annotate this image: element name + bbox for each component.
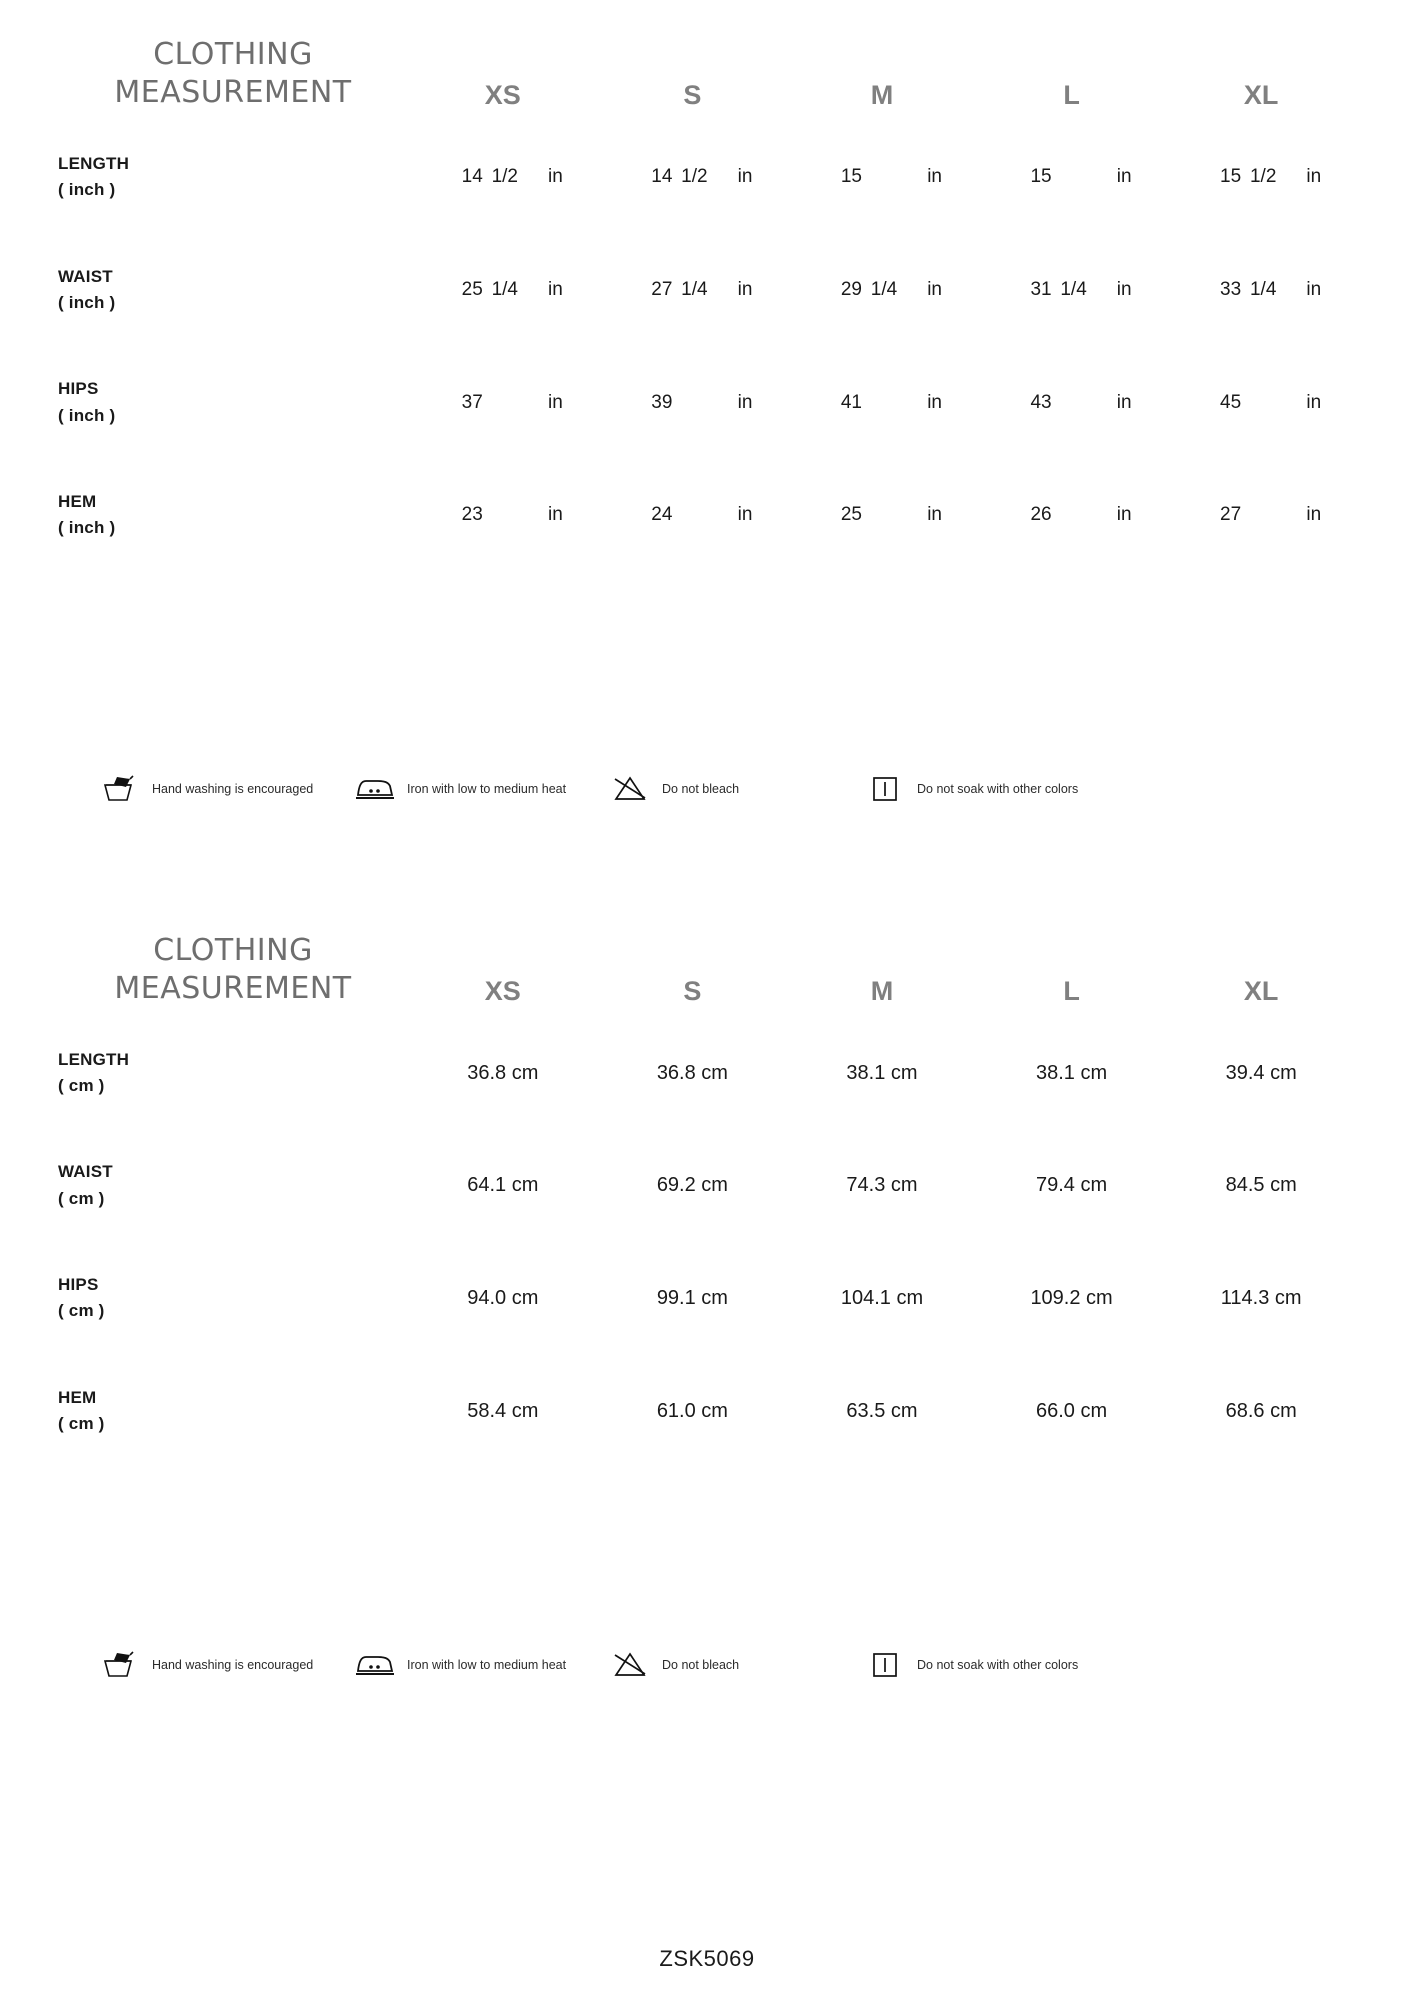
iron-low-heat-icon xyxy=(353,1648,397,1682)
value-whole: 15 xyxy=(1220,166,1242,188)
cm-size-header-l: L xyxy=(1063,975,1080,1006)
value-unit: in xyxy=(1116,504,1132,526)
row-unit-text: ( inch ) xyxy=(58,180,116,200)
value-whole: 26 xyxy=(1030,504,1052,526)
row-label-text: WAIST xyxy=(58,1162,113,1182)
spacer xyxy=(58,806,1356,866)
cm-title-line-2: MEASUREMENT xyxy=(114,970,352,1006)
value-fraction: 1/2 xyxy=(491,166,518,188)
table-row xyxy=(58,346,1356,459)
inch-size-header-xs: XS xyxy=(484,80,521,110)
inch-cell-hips-m xyxy=(787,346,977,459)
inch-cell-waist-m xyxy=(787,234,977,347)
value-fraction xyxy=(862,392,906,414)
value-whole: 14 xyxy=(461,166,483,188)
cm-measurement-table xyxy=(58,926,1356,1468)
value-unit: in xyxy=(1306,166,1322,188)
value-whole: 15 xyxy=(1030,166,1052,188)
value-fraction xyxy=(1241,392,1285,414)
care-item-no-soak xyxy=(863,772,1118,806)
care-item-iron xyxy=(353,772,608,806)
care-text: Do not bleach xyxy=(662,781,740,796)
spacer xyxy=(58,1468,1356,1648)
value-fraction xyxy=(862,166,906,188)
product-code: ZSK5069 xyxy=(659,1946,755,1971)
spacer xyxy=(58,572,1356,772)
value-whole: 25 xyxy=(840,504,862,526)
inch-title-line-2: MEASUREMENT xyxy=(114,74,352,110)
value-fraction: 1/2 xyxy=(681,166,708,188)
inch-title-line-1: CLOTHING xyxy=(153,37,313,72)
value-fraction xyxy=(672,392,716,414)
inch-cell-waist-l xyxy=(977,234,1167,347)
inch-row-label-hem xyxy=(58,459,408,572)
row-unit-text: ( inch ) xyxy=(58,518,116,538)
value-unit: in xyxy=(737,166,753,188)
value-fraction xyxy=(1052,392,1096,414)
cm-table-header-row xyxy=(58,926,1356,1017)
value-unit: in xyxy=(1116,391,1132,413)
table-row xyxy=(58,1355,1356,1468)
inch-cell-length-l xyxy=(977,121,1167,234)
inch-table-header-row xyxy=(58,30,1356,121)
value-unit: in xyxy=(927,279,942,301)
value-unit: in xyxy=(1116,279,1132,301)
value-fraction xyxy=(862,504,906,526)
value-fraction xyxy=(1241,504,1285,526)
inch-row-label-hips xyxy=(58,346,408,459)
cm-cell-hips-xs: 94.0 cm xyxy=(467,1286,539,1309)
value-whole: 33 xyxy=(1220,279,1242,301)
value-fraction: 1/4 xyxy=(681,279,708,301)
care-text: Hand washing is encouraged xyxy=(152,1657,314,1672)
cm-size-header-s: S xyxy=(683,975,702,1006)
care-item-no-bleach xyxy=(608,772,863,806)
cm-cell-hem-l: 66.0 cm xyxy=(1036,1399,1108,1422)
cm-table-title xyxy=(58,926,408,1017)
row-unit-text: ( cm ) xyxy=(58,1076,105,1096)
inch-cell-hips-l xyxy=(977,346,1167,459)
do-not-soak-icon xyxy=(863,1648,907,1682)
care-item-hand-wash xyxy=(98,772,353,806)
value-unit: in xyxy=(548,279,563,301)
value-unit: in xyxy=(927,391,942,413)
inch-cell-hem-s xyxy=(598,459,788,572)
value-unit: in xyxy=(1306,279,1322,301)
cm-size-header-m: M xyxy=(870,975,894,1006)
table-row xyxy=(58,1242,1356,1355)
value-whole: 39 xyxy=(651,391,673,413)
row-label-text: HEM xyxy=(58,1387,97,1407)
table-row xyxy=(58,1129,1356,1242)
row-label-text: LENGTH xyxy=(58,154,130,173)
do-not-soak-icon xyxy=(863,772,907,806)
value-fraction xyxy=(483,392,527,414)
inch-cell-waist-s xyxy=(598,234,788,347)
cm-size-header-xs: XS xyxy=(484,975,521,1006)
inch-cell-length-m xyxy=(787,121,977,234)
inch-table-title xyxy=(58,30,408,121)
row-unit-text: ( inch ) xyxy=(58,293,116,313)
value-fraction: 1/4 xyxy=(1060,279,1087,301)
value-fraction xyxy=(483,504,527,526)
inch-size-header-l: L xyxy=(1063,80,1080,110)
care-item-no-bleach xyxy=(608,1648,863,1682)
value-unit: in xyxy=(737,504,753,526)
care-item-hand-wash xyxy=(98,1648,353,1682)
inch-size-header-xl: XL xyxy=(1243,80,1279,110)
value-fraction: 1/4 xyxy=(870,279,898,301)
inch-cell-waist-xs xyxy=(408,234,598,347)
value-whole: 43 xyxy=(1030,391,1052,413)
inch-cell-hem-m xyxy=(787,459,977,572)
value-whole: 29 xyxy=(840,279,862,301)
do-not-bleach-icon xyxy=(608,772,652,806)
care-text: Do not bleach xyxy=(662,1657,740,1672)
cm-cell-waist-xl: 84.5 cm xyxy=(1225,1174,1297,1197)
inch-cell-length-xl xyxy=(1166,121,1356,234)
value-whole: 41 xyxy=(840,391,862,413)
do-not-bleach-icon xyxy=(608,1648,652,1682)
value-unit: in xyxy=(548,391,563,413)
value-whole: 27 xyxy=(1220,504,1242,526)
inch-cell-hips-s xyxy=(598,346,788,459)
cm-cell-waist-m: 74.3 cm xyxy=(846,1174,918,1197)
value-unit: in xyxy=(548,166,563,188)
cm-cell-hem-m: 63.5 cm xyxy=(846,1399,918,1422)
value-whole: 25 xyxy=(461,279,483,301)
inch-measurement-table xyxy=(58,30,1356,572)
care-text: Iron with low to medium heat xyxy=(407,1657,567,1672)
cm-row-label-length xyxy=(58,1017,408,1130)
hand-wash-icon xyxy=(98,1648,142,1682)
value-fraction xyxy=(672,504,716,526)
value-fraction xyxy=(1052,504,1096,526)
value-unit: in xyxy=(737,279,753,301)
table-row xyxy=(58,234,1356,347)
hand-wash-icon xyxy=(98,772,142,806)
row-unit-text: ( cm ) xyxy=(58,1301,105,1321)
table-row xyxy=(58,1017,1356,1130)
value-fraction: 1/2 xyxy=(1249,166,1277,188)
inch-cell-hem-xl xyxy=(1166,459,1356,572)
cm-title-line-1: CLOTHING xyxy=(153,932,313,968)
cm-cell-length-xs: 36.8 cm xyxy=(467,1061,539,1084)
care-instructions-row-top xyxy=(58,772,1356,806)
value-fraction: 1/4 xyxy=(491,279,518,301)
cm-cell-hem-xs: 58.4 cm xyxy=(467,1399,539,1422)
inch-cell-hem-l xyxy=(977,459,1167,572)
inch-size-header-s: S xyxy=(683,80,702,110)
cm-cell-waist-l: 79.4 cm xyxy=(1036,1174,1108,1197)
cm-cell-length-l: 38.1 cm xyxy=(1036,1061,1108,1084)
care-text: Iron with low to medium heat xyxy=(407,781,567,796)
cm-cell-waist-xs: 64.1 cm xyxy=(467,1174,539,1197)
row-unit-text: ( cm ) xyxy=(58,1414,105,1434)
cm-row-label-waist xyxy=(58,1129,408,1242)
value-unit: in xyxy=(927,504,942,526)
value-unit: in xyxy=(1306,391,1322,413)
value-whole: 24 xyxy=(651,504,673,526)
row-label-text: HIPS xyxy=(58,379,99,399)
row-label-text: HIPS xyxy=(58,1275,99,1295)
cm-cell-length-s: 36.8 cm xyxy=(656,1061,728,1084)
inch-cell-hips-xs xyxy=(408,346,598,459)
value-whole: 27 xyxy=(651,279,673,301)
inch-cell-length-xs xyxy=(408,121,598,234)
cm-cell-length-xl: 39.4 cm xyxy=(1225,1061,1297,1084)
inch-cell-length-s xyxy=(598,121,788,234)
table-row xyxy=(58,459,1356,572)
row-label-text: HEM xyxy=(58,492,97,512)
inch-row-label-length xyxy=(58,121,408,234)
value-whole: 23 xyxy=(461,504,483,526)
value-unit: in xyxy=(1306,504,1322,526)
row-label-text: WAIST xyxy=(58,266,113,286)
cm-cell-hips-m: 104.1 cm xyxy=(840,1286,924,1309)
value-whole: 37 xyxy=(461,391,483,413)
inch-cell-hips-xl xyxy=(1166,346,1356,459)
table-row xyxy=(58,121,1356,234)
value-fraction xyxy=(1052,166,1096,188)
cm-cell-length-m: 38.1 cm xyxy=(846,1061,918,1084)
care-text: Do not soak with other colors xyxy=(917,781,1079,796)
value-whole: 15 xyxy=(840,166,862,188)
cm-cell-hips-xl: 114.3 cm xyxy=(1220,1286,1302,1309)
care-text: Hand washing is encouraged xyxy=(152,781,314,796)
care-text: Do not soak with other colors xyxy=(917,1657,1079,1672)
cm-row-label-hem xyxy=(58,1355,408,1468)
value-fraction: 1/4 xyxy=(1249,279,1277,301)
value-unit: in xyxy=(1116,166,1132,188)
value-whole: 14 xyxy=(651,166,673,188)
row-unit-text: ( inch ) xyxy=(58,405,116,425)
cm-cell-waist-s: 69.2 cm xyxy=(656,1174,728,1197)
cm-cell-hips-s: 99.1 cm xyxy=(656,1286,728,1309)
cm-cell-hem-s: 61.0 cm xyxy=(656,1399,728,1422)
inch-cell-hem-xs xyxy=(408,459,598,572)
cm-cell-hips-l: 109.2 cm xyxy=(1030,1286,1113,1309)
row-label-text: LENGTH xyxy=(58,1049,130,1069)
care-instructions-row-bottom xyxy=(58,1648,1356,1682)
inch-size-header-m: M xyxy=(870,80,894,110)
inch-cell-waist-xl xyxy=(1166,234,1356,347)
cm-measurement-block xyxy=(58,866,1356,1468)
value-unit: in xyxy=(737,391,753,413)
inch-row-label-waist xyxy=(58,234,408,347)
cm-cell-hem-xl: 68.6 cm xyxy=(1225,1399,1297,1422)
row-unit-text: ( cm ) xyxy=(58,1188,105,1208)
value-unit: in xyxy=(548,504,563,526)
cm-row-label-hips xyxy=(58,1242,408,1355)
cm-size-header-xl: XL xyxy=(1243,975,1279,1006)
inch-measurement-block xyxy=(58,0,1356,572)
value-unit: in xyxy=(927,166,942,188)
value-whole: 45 xyxy=(1220,391,1242,413)
value-whole: 31 xyxy=(1030,279,1052,301)
care-item-no-soak xyxy=(863,1648,1118,1682)
care-item-iron xyxy=(353,1648,608,1682)
iron-low-heat-icon xyxy=(353,772,397,806)
